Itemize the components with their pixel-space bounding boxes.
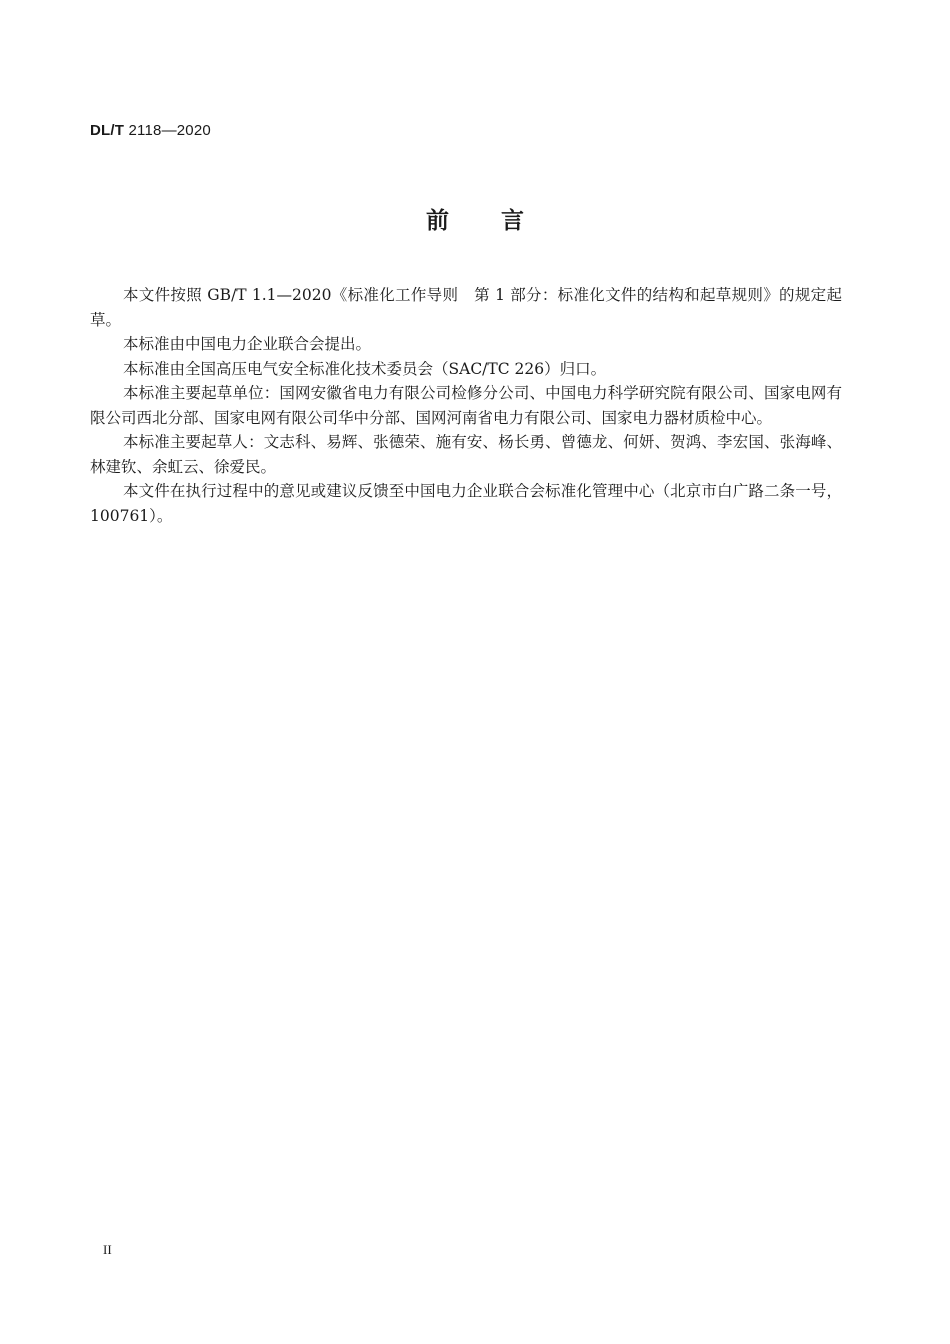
- foreword-body: [90, 283, 842, 528]
- paragraph-committee: 本标准由全国高压电气安全标准化技术委员会（SAC/TC 226）归口。: [123, 359, 607, 378]
- paragraph-proposer: 本标准由中国电力企业联合会提出。: [123, 335, 372, 353]
- page-title: 前言: [426, 208, 576, 234]
- document-code: [90, 122, 211, 139]
- paragraph-feedback: 本文件在执行过程中的意见或建议反馈至中国电力企业联合会标准化管理中心（北京市白广路二条一号，100761）。: [90, 482, 842, 525]
- paragraph-drafters: 本标准主要起草人：文志科、易辉、张德荣、施有安、杨长勇、曾德龙、何妍、贺鸿、李宏国、张海峰、林建钦、余虹云、徐爱民。: [90, 433, 842, 476]
- document-code-number: 2118—2020: [124, 122, 211, 139]
- paragraph-drafting-rules: 本文件按照 GB/T 1.1—2020《标准化工作导则 第 1 部分：标准化文件的结构和起草规则》的规定起草。: [90, 286, 842, 329]
- document-code-prefix: DL/T: [90, 122, 125, 139]
- page-number: II: [103, 1242, 112, 1257]
- paragraph-drafting-units: 本标准主要起草单位：国网安徽省电力有限公司检修分公司、中国电力科学研究院有限公司、国家电网有限公司西北分部、国家电网有限公司华中分部、国网河南省电力有限公司、国家电力器材质检中心。: [90, 384, 842, 427]
